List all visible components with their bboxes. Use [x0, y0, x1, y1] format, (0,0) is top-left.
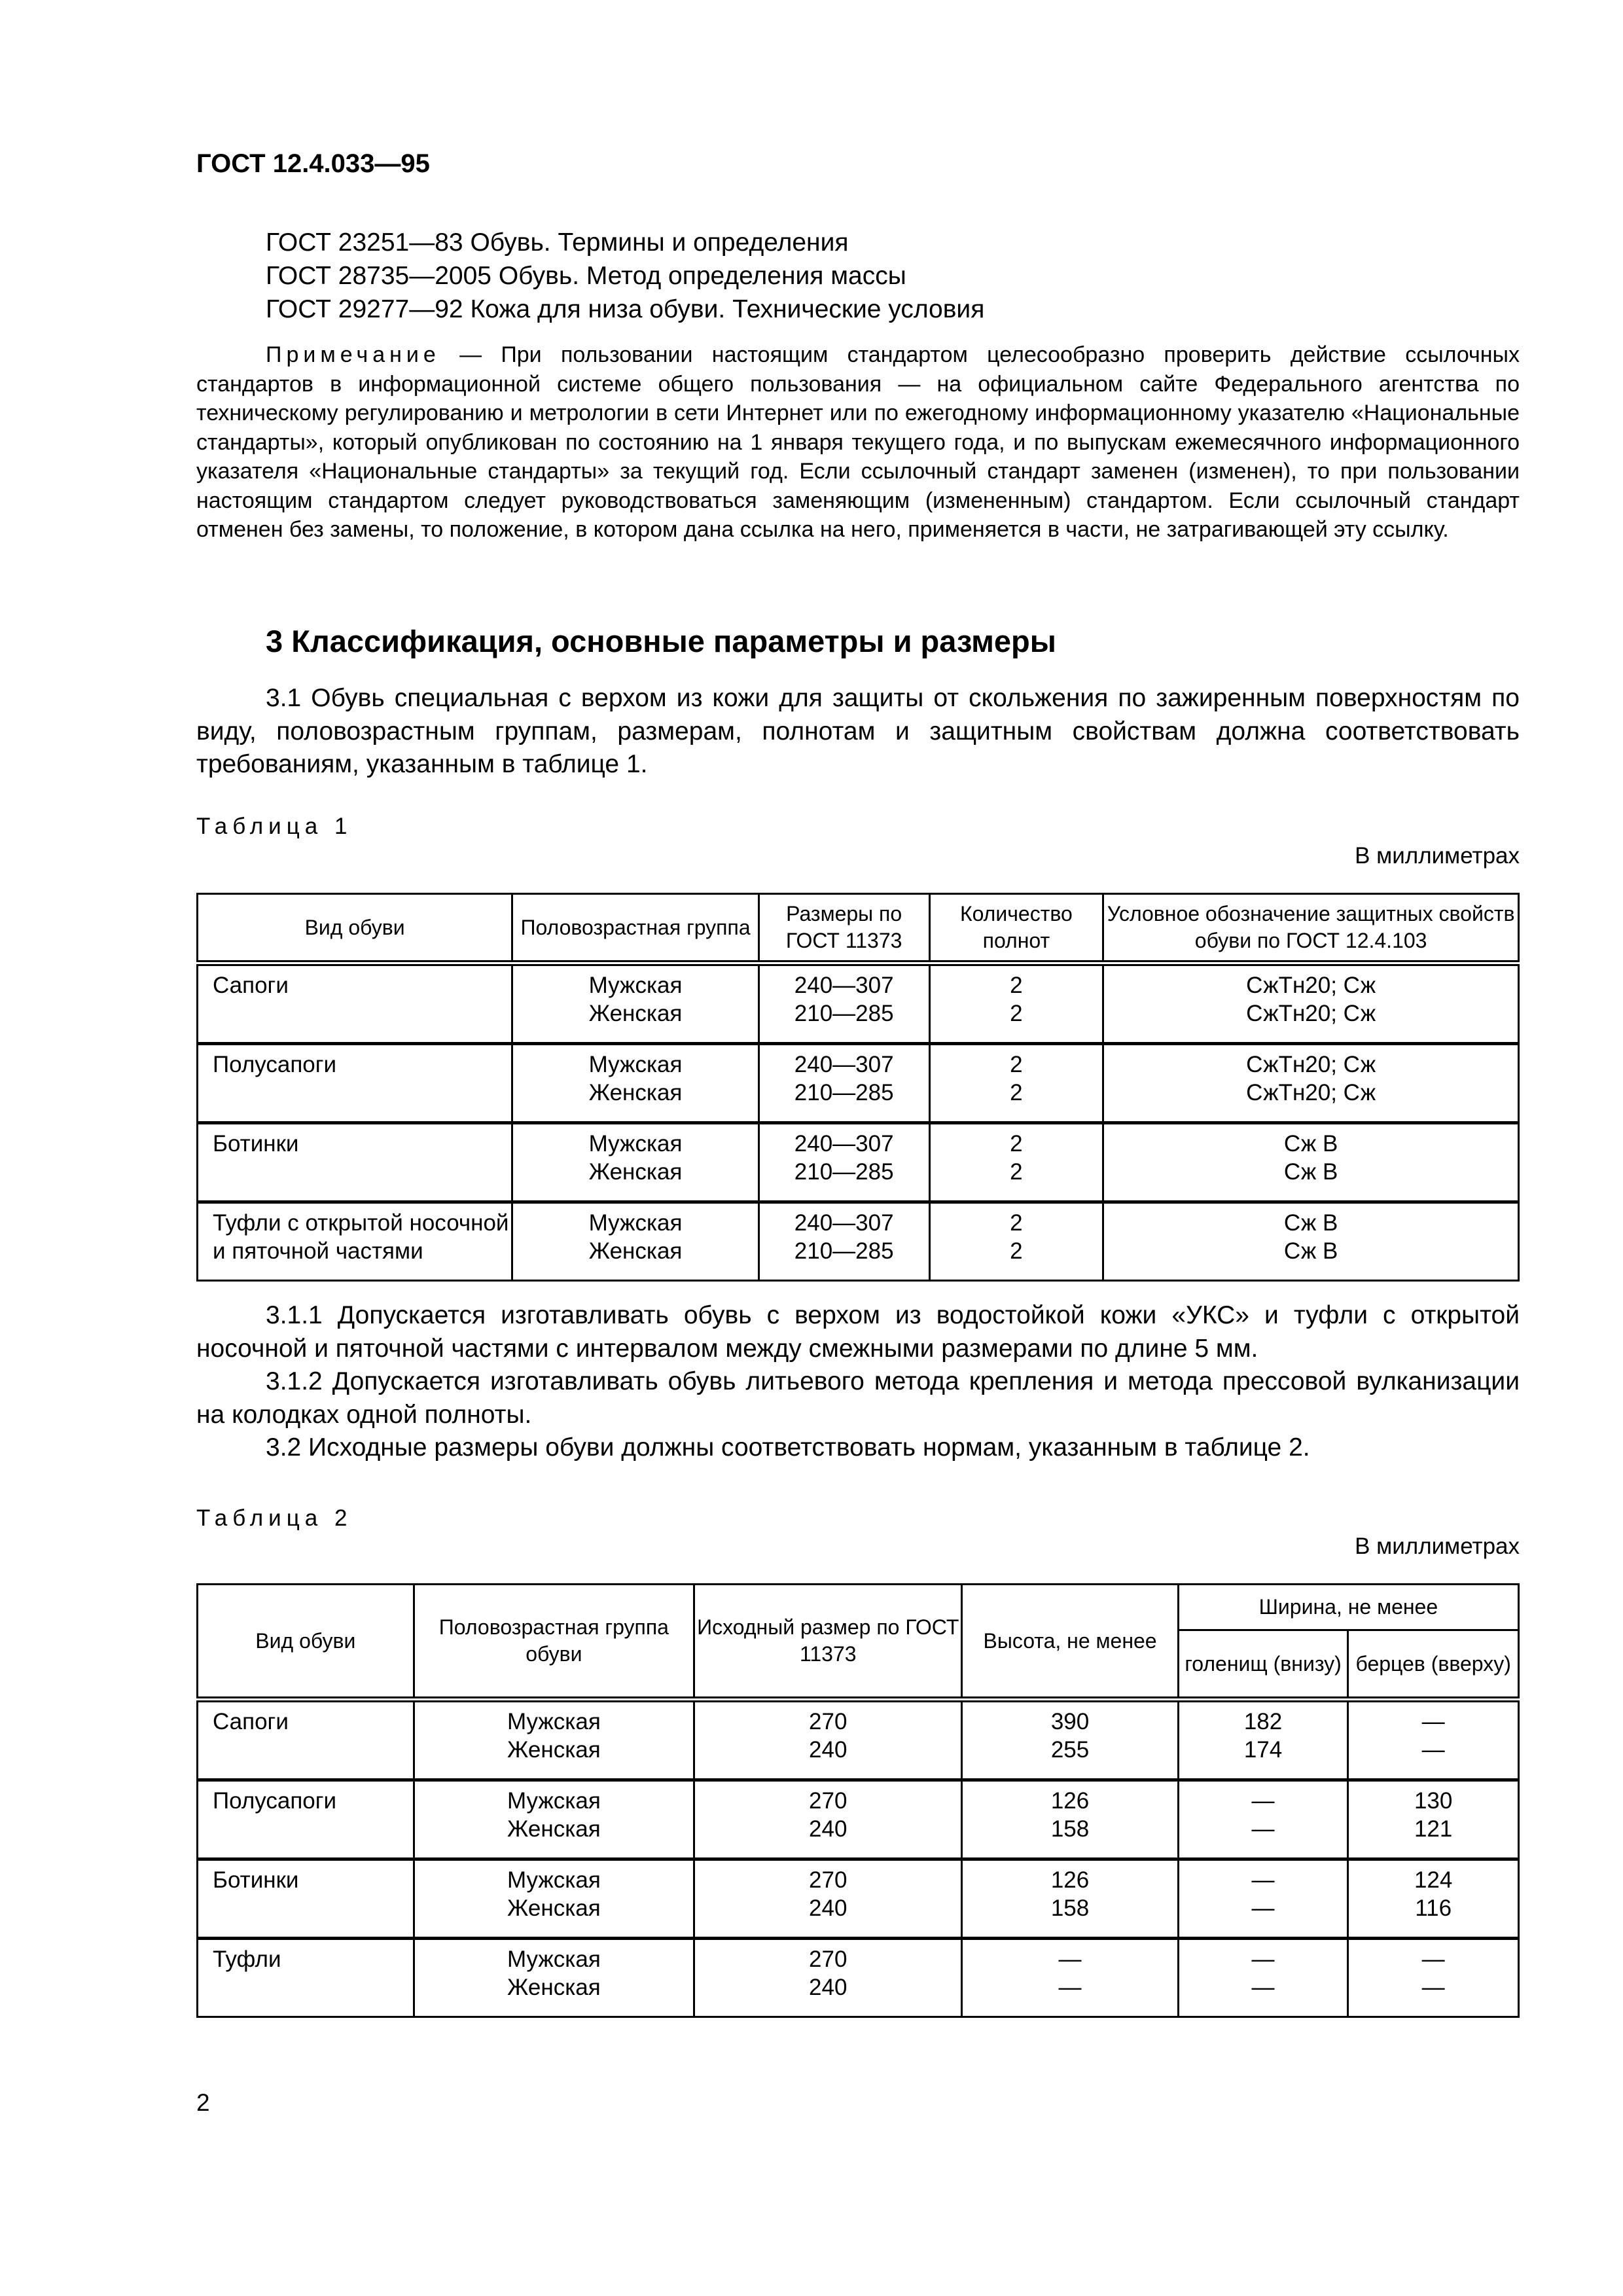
table-cell: 270 240: [694, 1939, 962, 2017]
table-cell: СжТн20; Сж СжТн20; Сж: [1103, 1044, 1519, 1123]
table-cell: Полусапоги: [198, 1044, 512, 1123]
table-cell: 270 240: [694, 1780, 962, 1859]
table-cell: Сж В Сж В: [1103, 1202, 1519, 1281]
column-header: Исходный размер по ГОСТ 11373: [694, 1585, 962, 1700]
table-row: [198, 963, 1519, 1044]
table-cell: 2 2: [929, 963, 1103, 1044]
table-1: [196, 893, 1520, 1282]
table-cell: Мужская Женская: [414, 1939, 694, 2017]
table-cell: Сж В Сж В: [1103, 1123, 1519, 1202]
table-cell: 130 121: [1348, 1780, 1519, 1859]
column-subheader: голенищ (внизу): [1178, 1630, 1348, 1700]
table1-units: В миллиметрах: [1355, 843, 1520, 869]
table-cell: Сапоги: [198, 1700, 414, 1780]
table-cell: — —: [1178, 1939, 1348, 2017]
table-cell: 240—307 210—285: [758, 1123, 929, 1202]
table-cell: — —: [1348, 1700, 1519, 1780]
normative-references: [266, 226, 984, 326]
paragraph-3-2: 3.2 Исходные размеры обуви должны соответствовать нормам, указанным в таблице 2.: [266, 1433, 1310, 1462]
table-row: [198, 1044, 1519, 1123]
table-cell: Мужская Женская: [512, 1123, 759, 1202]
table-row: [198, 1700, 1519, 1780]
paragraphs-after-table1: [196, 1299, 1520, 1465]
column-header: Размеры по ГОСТ 11373: [758, 894, 929, 963]
note-label: Примечание: [266, 342, 440, 367]
table-cell: Сапоги: [198, 963, 512, 1044]
note-text: — При пользовании настоящим стандартом целесообразно проверить действие ссылочных стандартов в информационной системе общего пользования — на официальном сайте Федерального агентства по техническому регулированию и метрологии в сети Интернет или по ежегодному информационному указателю «Национальные стандарты», который опубликован по состоянию на 1 января текущего года, и по выпускам ежемесячного информационного указателя «Национальные стандарты» за текущий год. Если ссылочный стандарт заменен (изменен), то при пользовании настоящим стандартом следует руководствоваться заменяющим (измененным) стандартом. Если ссылочный стандарт отменен без замены, то положение, в котором дана ссылка на него, применяется в части, не затрагивающей эту ссылку.: [196, 342, 1520, 542]
header-row: [198, 1585, 1519, 1630]
table-cell: Мужская Женская: [512, 1202, 759, 1281]
column-header: Половозрастная группа: [512, 894, 759, 963]
table-cell: Туфли с открытой носочной и пяточной частями: [198, 1202, 512, 1281]
table-cell: 390 255: [962, 1700, 1178, 1780]
column-header: Вид обуви: [198, 894, 512, 963]
table2-caption: Таблица 2: [196, 1505, 353, 1531]
column-header: Высота, не менее: [962, 1585, 1178, 1700]
table-cell: 240—307 210—285: [758, 963, 929, 1044]
reference-item: ГОСТ 29277—92 Кожа для низа обуви. Технические условия: [266, 295, 985, 323]
table-cell: Мужская Женская: [414, 1780, 694, 1859]
column-header: Вид обуви: [198, 1585, 414, 1700]
paragraph-text: 3.1 Обувь специальная с верхом из кожи для защиты от скольжения по зажиренным поверхностям по виду, половозрастным группам, размерам, полнотам и защитным свойствам должна соответствовать требованиям, указанным в таблице 1.: [196, 684, 1520, 778]
table-row: [198, 1202, 1519, 1281]
table-cell: Ботинки: [198, 1859, 414, 1939]
table-2: [196, 1583, 1520, 2018]
page-number: 2: [196, 2089, 210, 2116]
document-code-header: ГОСТ 12.4.033—95: [196, 149, 430, 178]
table-row: [198, 1939, 1519, 2017]
table-cell: 240—307 210—285: [758, 1044, 929, 1123]
table-row: [198, 1780, 1519, 1859]
table-cell: Мужская Женская: [512, 1044, 759, 1123]
reference-item: ГОСТ 23251—83 Обувь. Термины и определения: [266, 228, 849, 257]
table-cell: Мужская Женская: [414, 1859, 694, 1939]
column-header: Ширина, не менее: [1178, 1585, 1518, 1630]
table-cell: 126 158: [962, 1780, 1178, 1859]
table-cell: 240—307 210—285: [758, 1202, 929, 1281]
table-cell: 2 2: [929, 1202, 1103, 1281]
table-row: [198, 1123, 1519, 1202]
column-header: Половозрастная группа обуви: [414, 1585, 694, 1700]
table-cell: 270 240: [694, 1700, 962, 1780]
table-cell: 124 116: [1348, 1859, 1519, 1939]
table-cell: — —: [1348, 1939, 1519, 2017]
reference-item: ГОСТ 28735—2005 Обувь. Метод определения массы: [266, 262, 906, 290]
table-cell: 270 240: [694, 1859, 962, 1939]
table-cell: 2 2: [929, 1044, 1103, 1123]
table-cell: — —: [1178, 1859, 1348, 1939]
table-row: [198, 1859, 1519, 1939]
paragraph-3-1-1: 3.1.1 Допускается изготавливать обувь с верхом из водостойкой кожи «УКС» и туфли с открытой носочной и пяточной частями с интервалом между смежными размерами по длине 5 мм.: [196, 1301, 1520, 1363]
note-block: [196, 340, 1520, 545]
column-header: Условное обозначение защитных свойств обуви по ГОСТ 12.4.103: [1103, 894, 1519, 963]
table-cell: Туфли: [198, 1939, 414, 2017]
paragraph-3-1: [196, 682, 1520, 781]
table-cell: — —: [962, 1939, 1178, 2017]
column-header: Количество полнот: [929, 894, 1103, 963]
table1-caption: Таблица 1: [196, 814, 353, 839]
paragraph-3-1-2: 3.1.2 Допускается изготавливать обувь литьевого метода крепления и метода прессовой вулканизации на колодках одной полноты.: [196, 1367, 1520, 1429]
table-cell: 2 2: [929, 1123, 1103, 1202]
section-heading: 3 Классификация, основные параметры и размеры: [266, 624, 1056, 658]
table-cell: Полусапоги: [198, 1780, 414, 1859]
table-cell: 182 174: [1178, 1700, 1348, 1780]
table-cell: СжТн20; Сж СжТн20; Сж: [1103, 963, 1519, 1044]
table-cell: 126 158: [962, 1859, 1178, 1939]
table-cell: Ботинки: [198, 1123, 512, 1202]
table-cell: Мужская Женская: [414, 1700, 694, 1780]
table2-units: В миллиметрах: [1355, 1534, 1520, 1559]
table-cell: — —: [1178, 1780, 1348, 1859]
table-cell: Мужская Женская: [512, 963, 759, 1044]
column-subheader: берцев (вверху): [1348, 1630, 1519, 1700]
